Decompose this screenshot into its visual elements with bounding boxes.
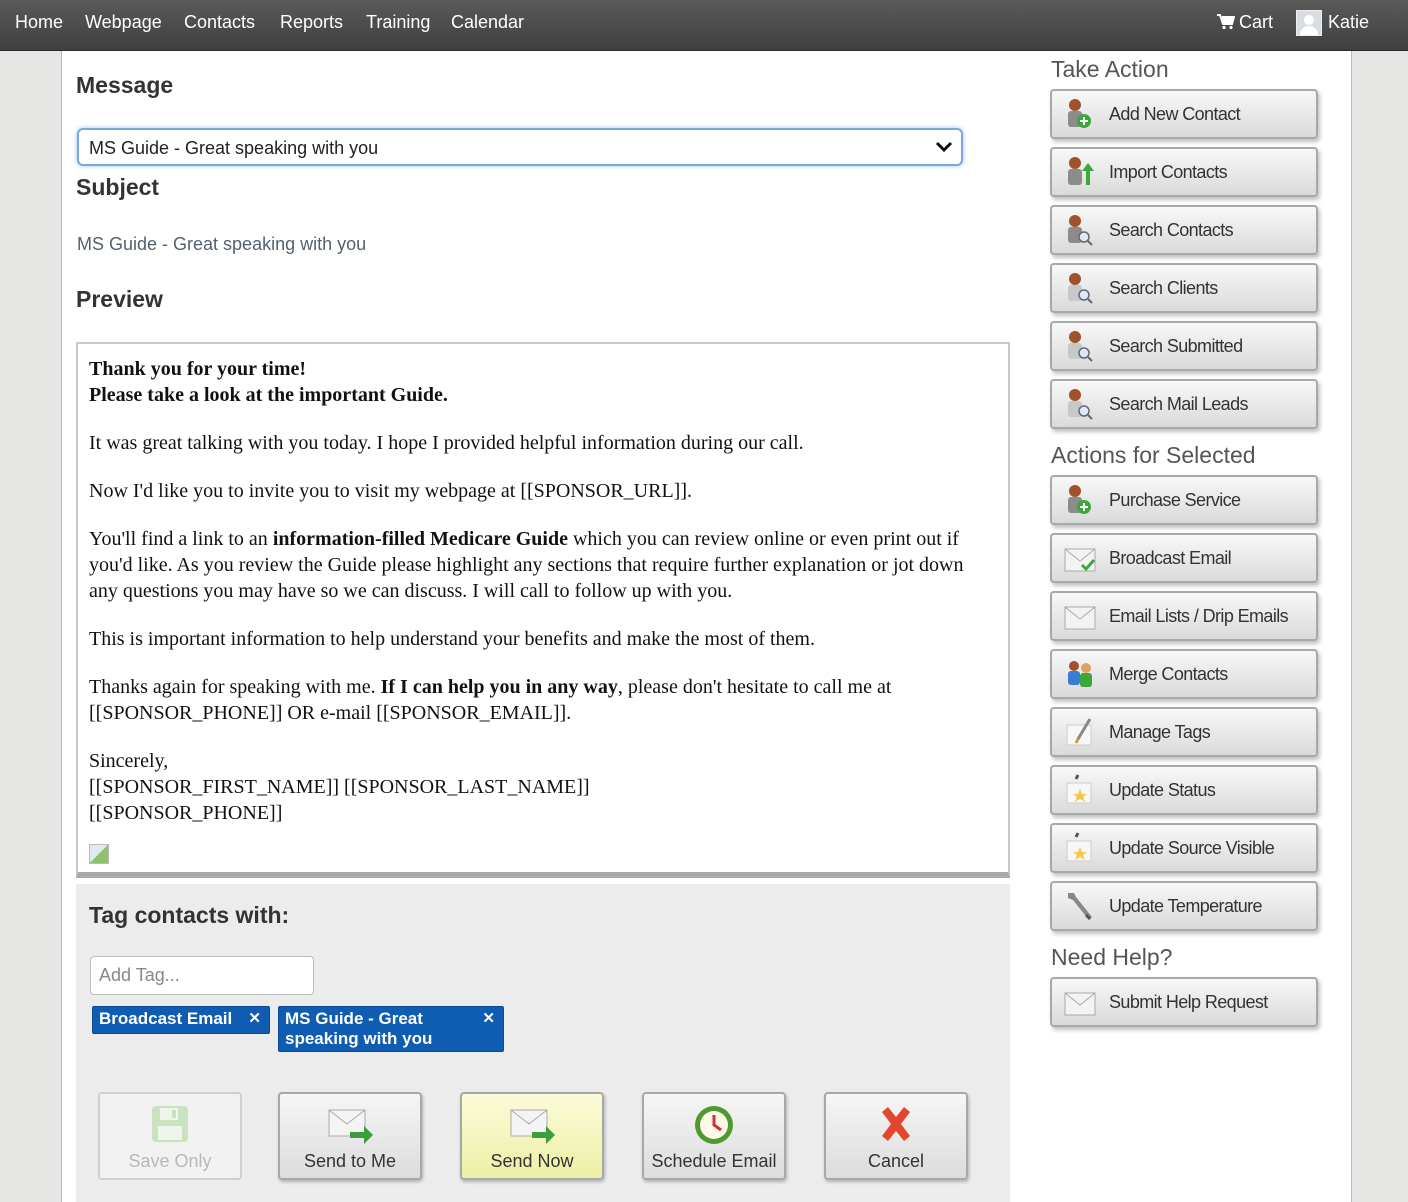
import-contacts-button[interactable] (1050, 147, 1318, 197)
preview-paragraph: This is important information to help understand your benefits and make the most of them. (89, 628, 815, 650)
envelope-arrow-icon (326, 1104, 374, 1144)
purchase-service-button[interactable] (1050, 475, 1318, 525)
tag-chip-label: Broadcast Email (99, 1009, 233, 1028)
sidebar-item-label: Merge Contacts (1109, 664, 1228, 684)
send-to-me-label: Send to Me (303, 1151, 397, 1171)
search-contacts-button[interactable] (1050, 205, 1318, 255)
nav-webpage[interactable]: Webpage (85, 12, 162, 32)
sidebar-item-label: Search Clients (1109, 278, 1218, 298)
signature (89, 748, 997, 826)
update-status-button[interactable] (1050, 765, 1318, 815)
schedule-email-label: Schedule Email (651, 1151, 777, 1171)
floppy-disk-icon (150, 1104, 190, 1144)
preview-heading: Preview (76, 286, 163, 312)
update-temperature-button[interactable] (1050, 881, 1318, 931)
merge-contacts-button[interactable] (1050, 649, 1318, 699)
search-clients-button[interactable] (1050, 263, 1318, 313)
preview-paragraph (89, 674, 997, 726)
sidebar-item-label: Update Status (1109, 780, 1216, 800)
sidebar-item-label: Email Lists / Drip Emails (1109, 606, 1289, 626)
message-select-value: MS Guide - Great speaking with you (89, 138, 379, 158)
sidebar-item-label: Search Contacts (1109, 220, 1234, 240)
cancel-button[interactable] (824, 1092, 968, 1180)
search-mail-leads-icon (1064, 387, 1096, 421)
preview-paragraph: Now I'd like you to invite you to visit my webpage at [[SPONSOR_URL]]. (89, 480, 692, 502)
send-now-label: Send Now (490, 1151, 574, 1171)
cancel-label: Cancel (867, 1151, 925, 1171)
email-lists-button[interactable] (1050, 591, 1318, 641)
take-action-heading: Take Action (1051, 56, 1169, 82)
need-help-heading: Need Help? (1051, 944, 1173, 970)
search-client-icon (1064, 271, 1096, 305)
envelope-icon (1064, 985, 1098, 1019)
search-contact-icon (1064, 213, 1096, 247)
avatar[interactable] (1296, 10, 1322, 36)
user-icon (1297, 11, 1321, 35)
signature-line: [[SPONSOR_PHONE]] (89, 802, 283, 824)
top-nav (0, 0, 1408, 51)
close-icon (876, 1104, 916, 1144)
search-mail-leads-button[interactable] (1050, 379, 1318, 429)
tag-chip (278, 1006, 504, 1052)
remove-tag-icon[interactable]: ✕ (482, 1010, 495, 1027)
preview-paragraph: It was great talking with you today. I hope I provided helpful information during our call. (89, 432, 804, 454)
message-heading: Message (76, 72, 174, 98)
signature-line: Sincerely, (89, 750, 169, 772)
tag-chip-label: MS Guide - Great speaking with you (285, 1009, 433, 1048)
envelope-icon (1064, 599, 1098, 633)
add-new-contact-button[interactable] (1050, 89, 1318, 139)
purchase-service-icon (1064, 483, 1096, 517)
clock-icon (693, 1104, 735, 1146)
source-star-icon (1064, 831, 1098, 865)
merge-contacts-icon (1064, 657, 1098, 691)
preview-text: which you can review online or even print out if you'd like. As you review the Guide please highlight any sections that require further explanation or jot down any questions you may have so we can discuss. I will call to follow up with you. (89, 528, 964, 602)
save-only-label: Save Only (128, 1151, 212, 1171)
sidebar-item-label: Add New Contact (1109, 104, 1241, 124)
submit-help-request-button[interactable] (1050, 977, 1318, 1027)
sidebar-item-label: Manage Tags (1109, 722, 1211, 742)
preview-text: You'll find a link to an (89, 528, 273, 550)
import-contacts-icon (1064, 155, 1096, 189)
schedule-email-button[interactable] (642, 1092, 786, 1180)
preview-bold-text: information-filled Medicare Guide (272, 528, 568, 550)
send-to-me-button[interactable] (278, 1092, 422, 1180)
preview-bold-text: If I can help you in any way (380, 676, 618, 698)
manage-tags-button[interactable] (1050, 707, 1318, 757)
nav-contacts[interactable]: Contacts (184, 12, 256, 32)
sidebar-item-label: Purchase Service (1109, 490, 1241, 510)
remove-tag-icon[interactable]: ✕ (248, 1010, 261, 1027)
preview-line1: Thank you for your time! (89, 358, 307, 380)
nav-calendar[interactable]: Calendar (451, 12, 525, 32)
send-now-button[interactable] (460, 1092, 604, 1180)
preview-paragraph (89, 526, 997, 604)
sidebar-item-label: Update Source Visible (1109, 838, 1275, 858)
update-source-visible-button[interactable] (1050, 823, 1318, 873)
cart-icon (1217, 14, 1235, 30)
user-name[interactable]: Katie (1328, 12, 1370, 32)
search-submitted-icon (1064, 329, 1096, 363)
sidebar-item-label: Submit Help Request (1109, 992, 1268, 1012)
email-preview (76, 342, 1010, 878)
search-submitted-button[interactable] (1050, 321, 1318, 371)
broadcast-email-button[interactable] (1050, 533, 1318, 583)
sidebar-item-label: Update Temperature (1109, 896, 1262, 916)
message-select[interactable] (77, 128, 963, 166)
wrench-icon (1064, 889, 1098, 923)
status-star-icon (1064, 773, 1098, 807)
tag-chip (92, 1006, 270, 1034)
tag-heading: Tag contacts with: (89, 902, 290, 928)
nav-home[interactable]: Home (15, 12, 64, 32)
preview-text: Thanks again for speaking with me. (89, 676, 381, 698)
sidebar-item-label: Search Submitted (1109, 336, 1243, 356)
cart-link[interactable] (1217, 12, 1273, 33)
signature-line: [[SPONSOR_FIRST_NAME]] [[SPONSOR_LAST_NAME]] (89, 776, 590, 798)
sidebar-item-label: Import Contacts (1109, 162, 1228, 182)
tag-pen-icon (1064, 715, 1098, 749)
preview-line2: Please take a look at the important Guide. (89, 384, 448, 406)
nav-training[interactable]: Training (366, 12, 431, 32)
nav-reports[interactable]: Reports (280, 12, 344, 32)
cart-label: Cart (1239, 12, 1274, 32)
save-only-button[interactable] (98, 1092, 242, 1180)
broken-image-icon (89, 844, 109, 864)
subject-heading: Subject (76, 174, 160, 200)
add-tag-input[interactable]: Add Tag... (90, 956, 314, 995)
preview-text: , please don't hesitate to call me at [[SPONSOR_PHONE]] OR e-mail [[SPONSOR_EMAIL]]. (89, 676, 892, 724)
envelope-check-icon (1064, 541, 1098, 575)
envelope-arrow-icon (508, 1104, 556, 1144)
chevron-down-icon (935, 140, 953, 154)
sidebar-item-label: Broadcast Email (1109, 548, 1232, 568)
actions-for-selected-heading: Actions for Selected (1051, 442, 1256, 468)
add-contact-icon (1064, 97, 1096, 131)
sidebar-item-label: Search Mail Leads (1109, 394, 1248, 414)
subject-value: MS Guide - Great speaking with you (77, 234, 367, 254)
